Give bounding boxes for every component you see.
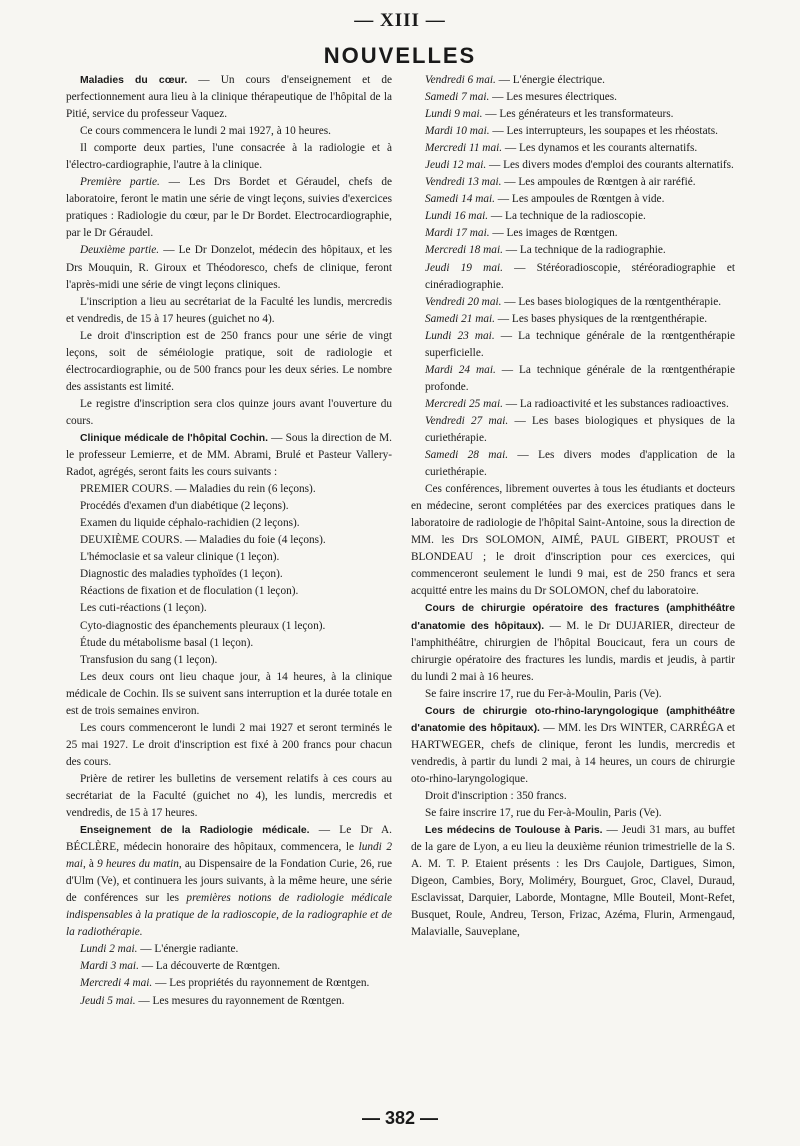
paragraph: Clinique médicale de l'hôpital Cochin. — Sous la direction de M. le professeur Lemierre, et de MM. Abrami, Brulé et Pasteur Vallery-Radot, agrégés, seront faits les cours suivants : [66,431,392,479]
page-title: NOUVELLES [323,43,477,68]
page-number: — 382 — [361,1108,439,1128]
schedule-item: Mardi 10 mai. — Les interrupteurs, les soupapes et les rhéostats. [425,125,718,138]
list-item: Examen du liquide céphalo-rachidien (2 leçons). [80,517,300,530]
paragraph: Ce cours commencera le lundi 2 mai 1927, à 10 heures. [80,125,331,138]
schedule-item: Samedi 7 mai. — Les mesures électriques. [425,91,618,104]
list-item: Transfusion du sang (1 leçon). [80,653,218,666]
schedule-item: Mardi 24 mai. — La technique générale de la rœntgenthérapie profonde. [425,363,735,393]
list-item: L'hémoclasie et sa valeur clinique (1 leçon). [80,551,280,564]
schedule-item: Samedi 21 mai. — Les bases physiques de la rœntgenthérapie. [425,312,708,325]
paragraph: Le registre d'inscription sera clos quinze jours avant l'ouverture du cours. [66,397,392,427]
paragraph: Les médecins de Toulouse à Paris. — Jeudi 31 mars, au buffet de la gare de Lyon, a eu lieu la deuxième réunion trimestrielle de la S. A. M. T. P. Etaient présents : les Drs Caujole, Dartigues, Simon, Digeon, Cambies, Bory, Moliméry, Bourguet, Groc, Clavel, Duraud, Esclavissat, Darquier, Laborde, Montagne, Mlle Bouteil, Mont-Refet, Busquet, Roule, Andreu, Terson, Frizac, Azéma, Flurin, Armengaud, Malavialle, Sauveplane, [411,824,735,939]
paragraph: Prière de retirer les bulletins de versement relatifs à ces cours au secrétariat de la Faculté (guichet no 4), les lundis, mercredis et vendredis, de 15 à 17 heures. [66,772,392,820]
section-heading: Les médecins de Toulouse à Paris. [425,825,603,837]
list-item: Étude du métabolisme basal (1 leçon). [80,636,254,649]
list-item: Réactions de fixation et de floculation (1 leçon). [80,585,299,598]
section-heading: Cours de chirurgie oto-rhino-laryngologique (amphithéâtre d'anatomie des hôpitaux). [411,705,735,734]
paragraph: Le droit d'inscription est de 250 francs pour une série de vingt leçons, soit de séméiologie pratique, soit de radiologie et électrocardiographie, ou de 500 francs pour les deux séries. Le nombre des assistants est limité. [66,329,392,393]
schedule-item: Mardi 17 mai. — Les images de Rœntgen. [425,227,618,240]
paragraph: Ces conférences, librement ouvertes à tous les étudiants et docteurs en médecine, seront complétées par des exercices pratiques dans le laboratoire de radiologie de l'hôpital Saint-Antoine, sous la direction de MM. les Drs SOLOMON, AIMÉ, PAUL GIBERT, PROUST et BLONDEAU ; le droit d'inscription pour ces exercices, qui commenceront seulement le lundi 9 mai, est de 250 francs et sera acquitté entre les mains du Dr SOLOMON, chef du laboratoire. [411,483,735,598]
list-item: Cyto-diagnostic des épanchements pleuraux (1 leçon). [80,619,326,632]
paragraph: Droit d'inscription : 350 francs. [425,789,567,802]
paragraph: Il comporte deux parties, l'une consacrée à la radiologie et à l'électro-cardiographie, l'autre à la clinique. [66,142,392,172]
section-heading: Cours de chirurgie opératoire des fractures (amphithéâtre d'anatomie des hôpitaux). [411,603,735,632]
roman-page-number: — XIII — [354,10,446,31]
schedule-item: Lundi 16 mai. — La technique de la radioscopie. [425,210,646,223]
paragraph: Enseignement de la Radiologie médicale. — Le Dr A. BÉCLÈRE, médecin honoraire des hôpitaux, commencera, le lundi 2 mai, à 9 heures du matin, au Dispensaire de la Fondation Curie, 26, rue d'Ulm (Ve), et continuera les jours suivants, à la même heure, une série de conférences sur les premières notions de radiologie médicale indispensables à la pratique de la radioscopie, de la radiographie et de la radiothérapie. [66,824,392,939]
list-item: DEUXIÈME COURS. — Maladies du foie (4 leçons). [80,534,326,547]
paragraph: Cours de chirurgie oto-rhino-laryngologique (amphithéâtre d'anatomie des hôpitaux). — MM. les Drs WINTER, CARRÉGA et HARTWEGER, chefs de clinique, feront les lundis, mercredis et vendredis, à partir du lundi 2 mai, à 14 heures, un cours de chirurgie oto-rhino-laryngologique. [411,705,735,785]
schedule-item: Jeudi 5 mai. — Les mesures du rayonnement de Rœntgen. [80,994,345,1007]
paragraph: Les deux cours ont lieu chaque jour, à 14 heures, à la clinique médicale de Cochin. Ils se suivent sans interruption et la durée totale en est de trois semaines environ. [66,670,392,717]
section-heading: Clinique médicale de l'hôpital Cochin. [80,432,268,444]
schedule-item: Vendredi 27 mai. — Les bases biologiques et physiques de la curiethérapie. [425,414,735,444]
schedule-item: Vendredi 13 mai. — Les ampoules de Rœntgen à air raréfié. [425,176,696,189]
schedule-item: Vendredi 6 mai. — L'énergie électrique. [425,74,605,86]
section-heading: Maladies du cœur. [80,75,188,86]
paragraph: Deuxième partie. — Le Dr Donzelot, médecin des hôpitaux, et les Drs Mouquin, R. Giroux et Théodoresco, chefs de clinique, feront l'après-midi une série de vingt leçons cliniques. [66,244,392,291]
list-item: Procédés d'examen d'un diabétique (2 leçons). [80,500,289,513]
paragraph: Se faire inscrire 17, rue du Fer-à-Moulin, Paris (Ve). [425,687,662,700]
paragraph: Cours de chirurgie opératoire des fractures (amphithéâtre d'anatomie des hôpitaux). — M. le Dr DUJARIER, directeur de l'amphithéâtre, chirurgien de l'hôpital Boucicaut, fera un cours de chirurgie opératoire des fractures les lundis, mardis et jeudis, à partir du lundi 2 mai à 16 heures. [411,603,735,683]
paragraph: Première partie. — Les Drs Bordet et Géraudel, chefs de laboratoire, feront le matin une série de vingt leçons, suivies d'exercices pratiques : Radiologie du cœur, par le Dr Bordet. Electrocardiographie, par le Dr Géraudel. [66,176,392,240]
schedule-item: Mercredi 25 mai. — La radioactivité et les substances radioactives. [425,397,729,410]
list-item: Les cuti-réactions (1 leçon). [80,602,207,615]
left-column [66,72,392,1092]
schedule-item: Mercredi 11 mai. — Les dynamos et les courants alternatifs. [425,142,698,155]
right-column [411,72,735,1092]
schedule-item: Vendredi 20 mai. — Les bases biologiques de la rœntgenthérapie. [425,295,722,308]
schedule-item: Lundi 9 mai. — Les générateurs et les transformateurs. [425,108,674,121]
schedule-item: Mercredi 4 mai. — Les propriétés du rayonnement de Rœntgen. [80,977,370,990]
section-heading: Enseignement de la Radiologie médicale. [80,825,310,837]
schedule-item: Samedi 28 mai. — Les divers modes d'application de la curiethérapie. [425,449,735,479]
schedule-item: Samedi 14 mai. — Les ampoules de Rœntgen à vide. [425,193,665,206]
schedule-item: Mercredi 18 mai. — La technique de la radiographie. [425,244,666,257]
paragraph: Se faire inscrire 17, rue du Fer-à-Moulin, Paris (Ve). [425,807,662,820]
list-item: Diagnostic des maladies typhoïdes (1 leçon). [80,568,283,581]
schedule-item: Jeudi 12 mai. — Les divers modes d'emploi des courants alternatifs. [425,159,734,172]
schedule-item: Lundi 23 mai. — La technique générale de la rœntgenthérapie superficielle. [425,329,735,359]
list-item: PREMIER COURS. — Maladies du rein (6 leçons). [80,483,316,496]
schedule-item: Lundi 2 mai. — L'énergie radiante. [80,943,239,956]
schedule-item: Mardi 3 mai. — La découverte de Rœntgen. [80,960,281,973]
schedule-item: Jeudi 19 mai. — Stéréoradioscopie, stéréoradiographie et cinéradiographie. [425,261,735,291]
paragraph: Maladies du cœur. — Un cours d'enseignement et de perfectionnement aura lieu à la clinique thérapeutique de l'hôpital de la Pitié, service du professeur Vaquez. [66,74,392,121]
paragraph: Les cours commenceront le lundi 2 mai 1927 et seront terminés le 25 mai 1927. Le droit d'inscription est fixé à 200 francs pour chacun des cours. [66,721,392,768]
paragraph: L'inscription a lieu au secrétariat de la Faculté les lundis, mercredis et vendredis, de 15 à 17 heures (guichet no 4). [66,295,392,325]
